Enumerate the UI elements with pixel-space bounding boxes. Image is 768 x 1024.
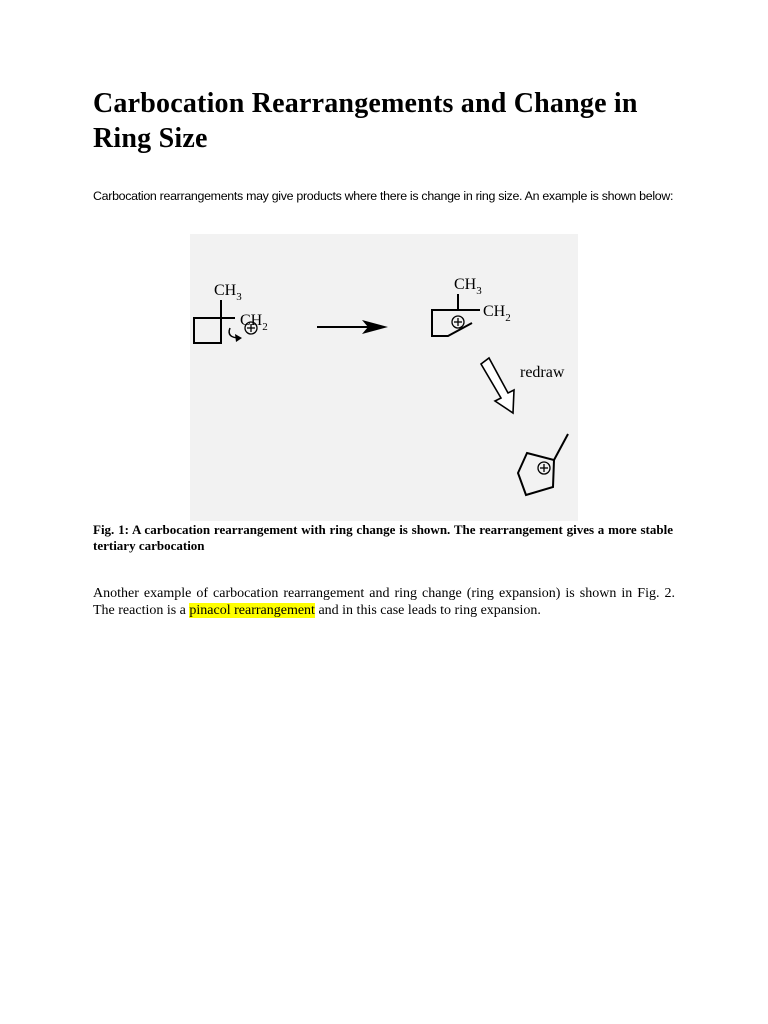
body-text-after: and in this case leads to ring expansion. <box>314 602 541 618</box>
intermediate-ch2-sub: 2 <box>505 312 511 324</box>
redraw-arrow <box>481 358 514 413</box>
svg-text:CH2 <box>240 312 268 333</box>
body-paragraph <box>93 586 675 619</box>
reactant-ch2-label: CH <box>240 312 263 329</box>
intermediate-ch2-label: CH <box>483 303 506 320</box>
cyclopentane-ring <box>518 453 554 495</box>
svg-text:CH2 <box>483 303 511 324</box>
intermediate-structure <box>432 294 480 336</box>
product-structure <box>518 434 568 495</box>
intermediate-ch3-sub: 3 <box>476 285 482 297</box>
reactant-ch3-sub: 3 <box>236 291 242 303</box>
highlighted-term: pinacol rearrangement <box>189 602 315 618</box>
reaction-scheme <box>190 234 578 521</box>
reactant-ch2-sub: 2 <box>262 321 268 333</box>
cyclobutane-ring <box>194 318 221 343</box>
reactant-ch3-label: CH <box>214 282 237 299</box>
reaction-arrow <box>317 320 388 334</box>
redraw-label: redraw <box>520 364 565 381</box>
bond-methyl <box>554 434 568 460</box>
figure-caption: Fig. 1: A carbocation rearrangement with ring change is shown. The rearrangement gives a more stable tertiary carbocation <box>93 522 673 553</box>
body-text-before: Another example of carbocation rearrangement and ring change (ring expansion) is shown in Fig. 2. The reaction is a <box>93 586 675 618</box>
intermediate-ch3-label: CH <box>454 276 477 293</box>
svg-text:CH3 <box>214 282 242 303</box>
page-title: Carbocation Rearrangements and Change in Ring Size <box>93 88 638 154</box>
svg-text:CH3 <box>454 276 482 297</box>
reaction-figure <box>190 234 578 521</box>
intro-paragraph: Carbocation rearrangements may give products where there is change in ring size. An example is shown below: <box>93 189 674 203</box>
